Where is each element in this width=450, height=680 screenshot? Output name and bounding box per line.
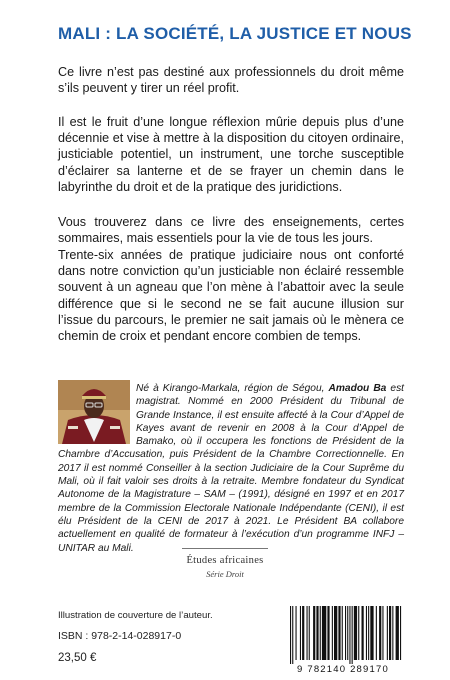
- ean13-barcode-icon: [284, 606, 402, 664]
- photo-spacer: [58, 382, 136, 446]
- barcode-bar: [392, 606, 393, 660]
- barcode-bar: [366, 606, 367, 660]
- blurb-paragraph-2: Il est le fruit d’une longue réflexion mûrie depuis plus d’une décennie et vise à mettre à la disposition du citoyen ordinaire, justiciable potentiel, un instrument, une torche susceptible d’éclairer sa lanterne et de se frayer un chemin dans le labyrinthe du droit et de la pratique des juridictions.: [58, 115, 404, 194]
- barcode-bar: [362, 606, 364, 660]
- barcode: [284, 606, 402, 674]
- barcode-bar: [322, 606, 326, 660]
- barcode-bar: [302, 606, 304, 660]
- series-name: Études africaines: [186, 555, 264, 566]
- barcode-bar: [316, 606, 318, 660]
- barcode-bar: [396, 606, 399, 660]
- barcode-bar: [358, 606, 359, 660]
- barcode-bar: [345, 606, 346, 660]
- author-name: Amadou Ba: [328, 383, 387, 394]
- barcode-bar: [307, 606, 308, 660]
- blurb-paragraph-3: Vous trouverez dans ce livre des enseignements, certes sommaires, mais essentiels pour la vie de tous les jours.: [58, 215, 404, 246]
- barcode-bar: [309, 606, 310, 660]
- barcode-bar: [296, 606, 297, 660]
- barcode-bar: [387, 606, 388, 660]
- barcode-digits: 9 782140 289170: [297, 664, 389, 675]
- bio-intro: Né à Kirango-Markala, région de Ségou,: [136, 383, 325, 394]
- isbn: ISBN : 978-2-14-028917-0: [58, 630, 182, 642]
- barcode-bar: [382, 606, 383, 660]
- blurb-paragraph-1: Ce livre n’est pas destiné aux professionnels du droit même s’ils peuvent y tirer un réel profit.: [58, 65, 404, 96]
- barcode-bar: [368, 606, 369, 660]
- barcode-bar: [313, 606, 315, 660]
- cover-credit: Illustration de couverture de l’auteur.: [58, 610, 213, 621]
- barcode-bar: [338, 606, 340, 660]
- series-divider: [182, 548, 268, 549]
- barcode-bar: [400, 606, 401, 660]
- book-title: MALI : LA SOCIÉTÉ, LA JUSTICE ET NOUS: [58, 24, 412, 43]
- barcode-bar: [354, 606, 357, 660]
- barcode-bar: [300, 606, 301, 660]
- series-subtitle: Série Droit: [206, 569, 244, 579]
- barcode-bar: [342, 606, 343, 660]
- barcode-bar: [320, 606, 321, 660]
- barcode-bar: [349, 606, 350, 664]
- barcode-bar: [334, 606, 337, 660]
- barcode-bar: [332, 606, 333, 660]
- barcode-bar: [347, 606, 348, 660]
- bio-text: est magistrat. Nommé en 2000 Président du Tribunal de Grande Instance, il est ensuite affecté à la Cour d’Appel de Kayes avant de revenir en 2008 à la Cour d’Appel de Bamako, où il occupera les fonctions de Président de la Chambre d’Accusation, puis Président de la Chambre Correctionnelle. En 2017 il est nommé Conseiller à la section Judiciaire de la Cour Suprême du Mali, où il fait valoir ses droits à la retraite. Membre fondateur du Syndicat Autonome de la Magistrature – SAM – (1991), désigné en 1997 et en 2017 membre de la Commission Electorale Nationale Indépendante (CENI), il est élu Président de la CENI de 2017 à 2021. Le Président BA collabore actuellement en qualité de formateur à l’exécution d’un programme INFJ – UNITAR au Mali.: [58, 383, 404, 554]
- barcode-bar: [370, 606, 373, 660]
- barcode-bar: [292, 606, 293, 664]
- barcode-bar: [290, 606, 291, 664]
- author-bio: [58, 382, 404, 555]
- blurb-paragraph-4: Trente-six années de pratique judiciaire nous ont conforté dans notre conviction qu’un justiciable non éclairé ressemble souvent à un agneau que l’on mène à l’abattoir avec la seule différence que si le second ne se fait aucune illusion sur l’issue du parcours, le premier ne sait jamais où le mènera ce chemin de croix et pendant encore combien de temps.: [58, 248, 404, 344]
- barcode-bar: [379, 606, 381, 660]
- price: 23,50 €: [58, 652, 97, 664]
- barcode-bar: [327, 606, 329, 660]
- barcode-bar: [376, 606, 377, 660]
- barcode-bar: [352, 606, 353, 664]
- barcode-bar: [389, 606, 391, 660]
